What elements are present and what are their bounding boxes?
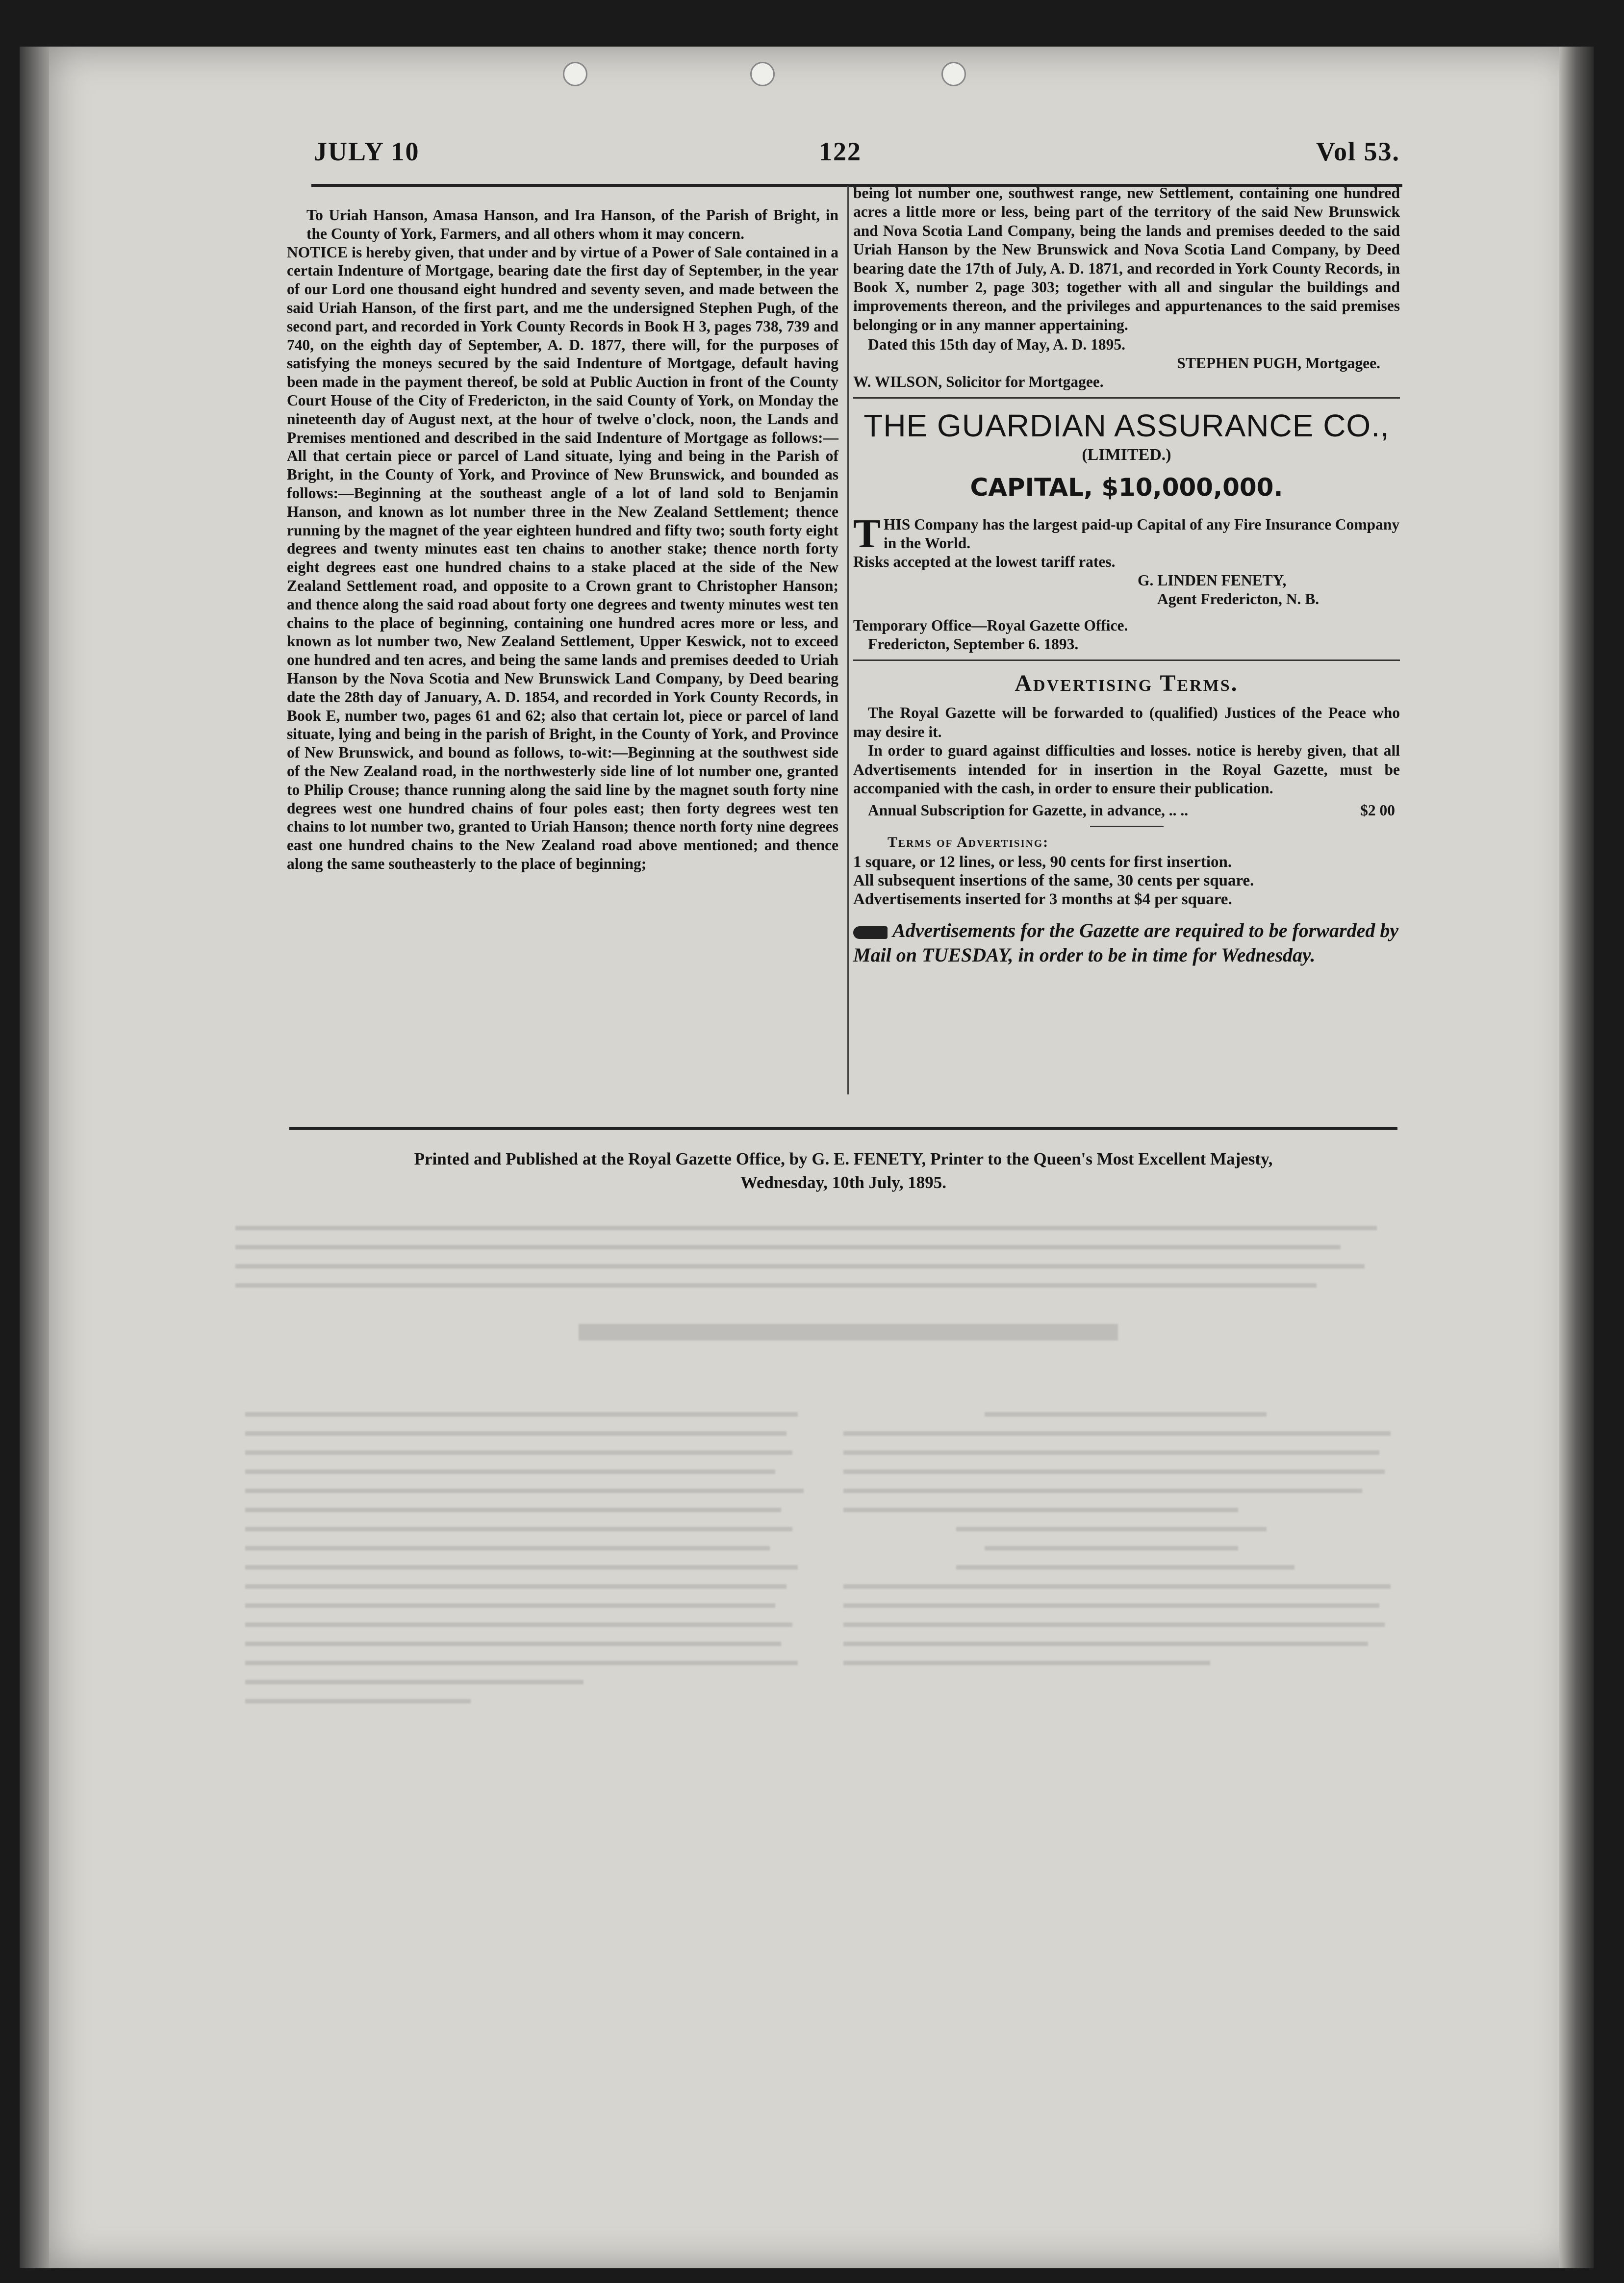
column-divider <box>847 186 849 1094</box>
guardian-risks: Risks accepted at the lowest tariff rates. <box>853 553 1116 571</box>
binding-hole <box>941 62 966 86</box>
binding-hole <box>563 62 587 86</box>
imprint-line-2: Wednesday, 10th July, 1895. <box>740 1173 947 1192</box>
guardian-title: THE GUARDIAN ASSURANCE CO., <box>863 408 1390 444</box>
subscription-line <box>868 801 1400 820</box>
notice-solicitor: W. WILSON, Solicitor for Mortgagee. <box>853 373 1104 391</box>
page-left-edge <box>20 47 49 2268</box>
subscription-label: Annual Subscription for Gazette, in advance, .. .. <box>868 801 1189 819</box>
terms-heading: Terms of Advertising: <box>888 834 1049 850</box>
binding-hole <box>750 62 775 86</box>
guardian-office: Temporary Office—Royal Gazette Office. <box>853 617 1128 634</box>
guardian-body <box>853 511 1400 557</box>
terms-line: All subsequent insertions of the same, 30 cents per square. <box>853 871 1254 889</box>
volume-number: Vol 53. <box>1316 137 1400 166</box>
bleed-through-text <box>235 1226 1437 2231</box>
right-column <box>853 184 1400 967</box>
advertising-title: Advertising Terms. <box>1015 670 1239 697</box>
notice-continuation: being lot number one, southwest range, new Settlement, containing one hundred acres a little more or less, being part of the territory of the said New Brunswick and Nova Scotia Land Company, being the lands and premises deeded to the said Uriah Hanson by the New Brunswick and Nova Scotia Land Company, by Deed bearing date the 17th of July, A. D. 1871, and recorded in York County Records, in Book X, number 2, page 303; together with all and singular the buildings and improvements thereon, and the privileges and appurtenances to the said premises belonging or in any manner appertaining. <box>853 184 1400 333</box>
guardian-advertisement <box>853 407 1400 654</box>
guardian-date: Fredericton, September 6. 1893. <box>868 635 1079 653</box>
mail-notice-text: Advertisements for the Gazette are required to be forwarded by Mail on TUESDAY, in order to be in time for Wednesday. <box>853 919 1399 966</box>
section-rule <box>853 397 1400 399</box>
guardian-capital: CAPITAL, $10,000,000. <box>970 473 1283 502</box>
page-right-edge <box>1559 47 1594 2268</box>
imprint-line-1: Printed and Published at the Royal Gazette Office, by G. E. FENETY, Printer to the Queen's Most Excellent Majesty, <box>414 1149 1273 1168</box>
header-date: JULY 10 <box>314 137 420 166</box>
terms-line: Advertisements inserted for 3 months at $4 per square. <box>853 890 1232 908</box>
page-header <box>314 136 1400 176</box>
advertising-para-2: In order to guard against difficulties and losses. notice is hereby given, that all Advertisements intended for in insertion in the Royal Gazette, must be accompanied with the cash, in order to ensure their publication. <box>853 742 1400 797</box>
mortgage-notice-column <box>287 206 838 873</box>
notice-signature: STEPHEN PUGH, Mortgagee. <box>1177 355 1380 372</box>
terms-line: 1 square, or 12 lines, or less, 90 cents for first insertion. <box>853 853 1232 871</box>
drop-cap: T <box>853 511 881 557</box>
guardian-agent-name: G. LINDEN FENETY, <box>1138 572 1287 589</box>
advertising-terms <box>853 670 1400 967</box>
imprint <box>289 1147 1397 1194</box>
pointing-hand-icon <box>853 926 888 939</box>
advertising-para-1: The Royal Gazette will be forwarded to (qualified) Justices of the Peace who may desire it. <box>853 704 1400 740</box>
mail-notice <box>853 918 1400 967</box>
guardian-body-text: HIS Company has the largest paid-up Capital of any Fire Insurance Company in the World. <box>884 516 1400 552</box>
notice-dated: Dated this 15th day of May, A. D. 1895. <box>868 336 1126 354</box>
page-number: 122 <box>819 137 862 166</box>
notice-body: NOTICE is hereby given, that under and by virtue of a Power of Sale contained in a certain Indenture of Mortgage, bearing date the first day of September, in the year of our Lord one thousand eight hundred and seventy seven, and made between the said Uriah Hanson, of the first part, and me the undersigned Stephen Pugh, of the second part, and recorded in York County Records in Book H 3, pages 738, 739 and 740, on the eighth day of September, A. D. 1877, there will, for the purposes of satisfying the moneys secured by the said Indenture of Mortgage, default having been made in the payment thereof, be sold at Public Auction in front of the County Court House of the City of Fredericton, in the said County of York, on Monday the nineteenth day of August next, at the hour of twelve o'clock, noon, the Lands and Premises mentioned and described in the said Indenture of Mortgage as follows:—All that certain piece or parcel of Land situate, lying and being in the Parish of Bright, in the County of York, and Province of New Brunswick, and bounded as follows:—Beginning at the southeast angle of a lot of land sold to Benjamin Hanson, and known as lot number three in the New Zealand Settlement; thence running by the magnet of the year eighteen hundred and fifty two; south forty eight degrees and twenty minutes east ten chains to another stake; thence north forty eight degrees east one hundred chains to a stake placed at the side of the New Zealand Settlement road, and opposite to a Crown grant to Christopher Hanson; and thence along the said road about forty one degrees and twenty minutes west ten chains to the place of beginning, containing one hundred acres more or less, and known as lot number two, New Zealand Settlement, Upper Keswick, not to exceed one hundred and ten acres, and being the same lands and premises deeded to Uriah Hanson by the Nova Scotia and New Brunswick Land Company, by Deed bearing date the 28th day of January, A. D. 1854, and recorded in York County Records, in Book E, number two, pages 61 and 62; also that certain lot, piece or parcel of land situate, lying and being in the parish of Bright, in the County of York, and Province of New Brunswick, and bound as follows, to-wit:—Beginning at the southwest side of the New Zealand road, in the northwesterly side line of lot number one, granted to Philip Crouse; thance running along the said line by the magnet south forty nine degrees west one hundred chains of four poles east; then forty degrees west ten chains to lot number two, granted to Uriah Hanson; thence north forty nine degrees east one hundred chains to the New Zealand road above mentioned; and thence along the same southeasterly to the place of beginning; <box>287 243 838 872</box>
guardian-agent-title: Agent Fredericton, N. B. <box>1157 590 1320 608</box>
short-rule <box>1090 826 1164 827</box>
section-rule <box>853 660 1400 661</box>
imprint-rule <box>289 1127 1397 1130</box>
subscription-price: $2 00 <box>1360 801 1395 819</box>
guardian-limited: (LIMITED.) <box>1082 446 1171 464</box>
notice-address: To Uriah Hanson, Amasa Hanson, and Ira Hanson, of the Parish of Bright, in the County of York, Farmers, and all others whom it may concern. <box>306 206 838 242</box>
